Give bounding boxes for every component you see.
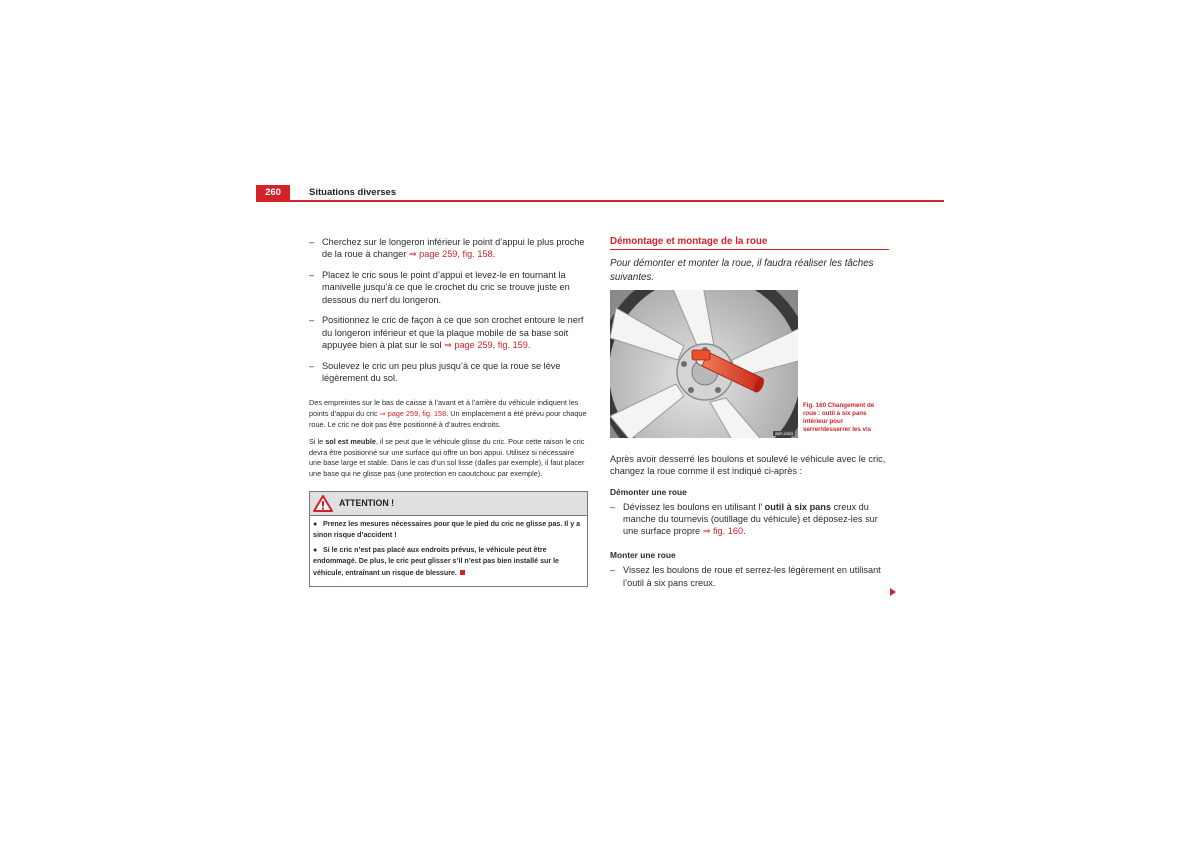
page-link[interactable]: ⇒ page 259, fig. 158: [408, 249, 493, 260]
jack-points-paragraph: [309, 398, 587, 430]
figure-link[interactable]: ⇒ fig. 160: [702, 526, 744, 537]
step-dash: –: [309, 270, 315, 281]
bullet-icon: ●: [313, 519, 318, 528]
wheel-photo: [610, 290, 798, 438]
page-title: Situations diverses: [309, 187, 397, 198]
step-end: .: [527, 340, 531, 351]
section-heading: Démontage et montage de la roue: [610, 236, 889, 250]
figure-caption: Fig. 160 Changement de roue : outil à six pans intérieur pour serrer/desserrer les vis: [803, 402, 875, 434]
page-number: 260: [256, 185, 290, 201]
mount-heading: Monter une roue: [610, 550, 676, 561]
step-dash: –: [610, 501, 616, 512]
page-link[interactable]: ⇒ page 259, fig. 159: [444, 340, 528, 351]
step-text: Dévissez les boulons en utilisant l’: [623, 501, 765, 512]
step-bold: outil à six pans: [764, 501, 832, 512]
section-end-icon: [460, 570, 465, 575]
step-text: creux du manche du tournevis (outillage du véhicule) et déposez-les sur une surface propre: [623, 501, 878, 537]
procedure-paragraph: Après avoir desserré les boulons et soulevé le véhicule avec le cric, changez la roue comme il est indiqué ci-après :: [610, 454, 886, 477]
warning-header: [310, 492, 587, 516]
step-item: [309, 314, 587, 351]
para-text: , il se peut que le véhicule glisse du cric. Pour cette raison le cric devra être positionné sur une surface qui offre un bon appui. Utilisez si nécessaire une base large et stable. Dans le cas d’un sol lisse (dalles par exemple), il faut placer une base qui ne glisse pas (une protection en caoutchouc par exemple).: [309, 437, 585, 479]
step-end: .: [492, 249, 496, 260]
step-dash: –: [610, 565, 616, 576]
step-item: [309, 360, 587, 385]
warning-text: Si le cric n’est pas placé aux endroits prévus, le véhicule peut être endommagé. De plus, le cric peut glisser s’il n’est pas bien installé sur le véhicule, entraînant un risque de blessure.: [313, 545, 559, 577]
page-link[interactable]: ⇒ page 259, fig. 158: [379, 409, 447, 419]
step-dash: –: [309, 360, 315, 371]
para-bold: sol est meuble: [325, 437, 376, 447]
warning-title: ATTENTION !: [339, 498, 395, 509]
step-text: Cherchez sur le longeron inférieur le point d’appui le plus proche de la roue à changer: [322, 237, 585, 260]
soft-ground-paragraph: [309, 437, 587, 479]
para-text: Si le: [309, 437, 326, 447]
step-text: Vissez les boulons de roue et serrez-les légèrement en utilisant l’outil à six pans creux.: [623, 565, 881, 588]
step-text: Positionnez le cric de façon à ce que son crochet entoure le nerf du longeron inférieur et que la plaque mobile de sa base soit appuyée bien à plat sur le sol: [322, 315, 584, 351]
para-text: . Un emplacement a été prévu pour chaque roue. Le cric ne doit pas être positionné à d’autres endroits.: [309, 409, 587, 429]
warning-item: [313, 545, 584, 580]
bullet-icon: ●: [313, 545, 318, 554]
warning-body: [310, 516, 587, 586]
step-dash: –: [309, 237, 315, 247]
figure: [610, 290, 889, 440]
photo-id: B5F-0303: [775, 431, 793, 436]
warning-text: Prenez les mesures nécessaires pour que le pied du cric ne glisse pas. Il y a sinon risque d’accident !: [313, 519, 581, 540]
header-rule: [256, 200, 944, 202]
step-dash: –: [309, 315, 315, 326]
warning-box: [309, 491, 588, 587]
step-text: Soulevez le cric un peu plus jusqu’à ce que la roue se lève légèrement du sol.: [322, 360, 561, 384]
warning-item: [313, 519, 584, 542]
step-item: [309, 269, 587, 306]
continue-arrow-icon: [890, 588, 896, 596]
intro-text: Pour démonter et monter la roue, il faudra réaliser les tâches suivantes.: [610, 258, 874, 283]
dismount-step: [610, 501, 889, 538]
step-text: Placez le cric sous le point d’appui et levez-le en tournant la manivelle jusqu’à ce que le crochet du cric se trouve juste en dessous du nerf du longeron.: [322, 270, 570, 305]
step-item: [309, 236, 587, 261]
left-column: [309, 236, 587, 587]
dismount-heading: Démonter une roue: [610, 486, 687, 497]
mount-step: [610, 564, 889, 589]
warning-triangle-icon: [313, 495, 333, 512]
para-text: Des empreintes sur le bas de caisse à l’avant et à l’arrière du véhicule indiquent les points d’appui du cric: [309, 398, 579, 419]
right-column: [610, 236, 889, 598]
step-end: .: [743, 526, 746, 537]
